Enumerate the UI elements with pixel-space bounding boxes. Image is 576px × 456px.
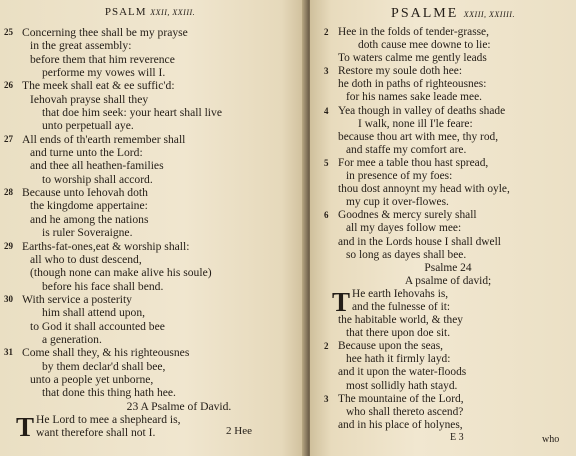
verse-text: All ends of th'earth remember shall <box>22 132 186 146</box>
left-verse-line <box>4 292 304 306</box>
verse-text: that done this thing hath hee. <box>42 386 176 400</box>
right-verse-line <box>324 340 558 353</box>
verse-text: thou dost annoynt my head with oyle, <box>338 183 510 196</box>
left-verse-line <box>22 426 304 439</box>
right-verse-line <box>324 65 558 78</box>
left-catchword: 2 Hee <box>226 425 252 437</box>
left-verse-line <box>22 226 304 239</box>
left-verse-line <box>22 373 304 386</box>
left-verse-lines <box>4 26 304 442</box>
verse-text: the habitable world, & they <box>338 314 463 327</box>
right-catchword: who <box>542 434 560 445</box>
verse-number: 31 <box>4 347 13 358</box>
verse-text: He Lord to mee a shepheard is, <box>36 412 181 426</box>
right-running-header <box>358 6 548 22</box>
right-verse-line <box>338 144 558 157</box>
right-verse-line <box>324 156 558 170</box>
verse-text: doth cause mee downe to lie: <box>358 39 491 52</box>
verse-text: he doth in paths of righteousnes: <box>338 78 487 91</box>
left-header-psalm-numbers: XXII, XXIII. <box>150 8 196 17</box>
left-verse-line <box>4 26 304 39</box>
right-verse-line <box>338 301 558 314</box>
left-verse-line <box>22 199 304 212</box>
verse-text: all who to dust descend, <box>30 252 142 266</box>
verse-text: I walk, none ill I'le feare: <box>358 117 473 130</box>
right-verse-line <box>338 78 558 91</box>
right-signature-mark: E 3 <box>450 432 464 443</box>
verse-number: 29 <box>4 240 13 251</box>
verse-text: in the great assembly: <box>30 39 132 53</box>
left-verse-line <box>22 39 304 52</box>
verse-number: 6 <box>324 210 329 221</box>
right-verse-line <box>338 366 558 379</box>
verse-text: Come shall they, & his righteousnes <box>22 346 190 360</box>
verse-text: Concerning thee shall be my prayse <box>22 26 188 39</box>
left-verse-line <box>22 93 304 106</box>
right-verse-line <box>324 392 558 406</box>
verse-number: 27 <box>4 133 13 144</box>
verse-text: Restore my soule doth hee: <box>338 65 463 78</box>
verse-text: With service a posterity <box>22 292 132 306</box>
left-verse-line <box>22 306 304 319</box>
left-verse-line <box>22 320 304 333</box>
left-verse-line <box>22 173 304 186</box>
verse-text: Because upon the seas, <box>338 340 444 353</box>
verse-number: 3 <box>324 393 329 404</box>
verse-text: He earth Iehovahs is, <box>352 287 449 300</box>
left-verse-line <box>22 280 304 293</box>
right-verse-line <box>338 327 558 340</box>
verse-text: want therefore shall not I. <box>36 426 156 440</box>
verse-number: 26 <box>4 80 13 91</box>
right-verse-line <box>338 222 558 235</box>
verse-text: The mountaine of the Lord, <box>338 392 464 405</box>
verse-number: 28 <box>4 187 13 198</box>
verse-text: Because unto Iehovah doth <box>22 186 148 200</box>
verse-text: and turne unto the Lord: <box>30 146 143 160</box>
verse-text: performe my vowes will I. <box>42 66 166 80</box>
right-verse-line <box>324 104 558 118</box>
verse-text: is ruler Soveraigne. <box>42 226 133 240</box>
verse-text: and it upon the water-floods <box>338 366 467 379</box>
verse-text: who shall thereto ascend? <box>346 405 464 418</box>
verse-text: a generation. <box>42 332 102 346</box>
right-verse-line <box>338 249 558 262</box>
left-verse-line <box>22 213 304 226</box>
right-page <box>310 0 576 456</box>
verse-text: 23 A Psalme of David. <box>126 399 232 413</box>
right-verse-line <box>338 196 558 209</box>
left-verse-line <box>22 146 304 159</box>
left-verse-line <box>22 159 304 172</box>
verse-text: before them that him reverence <box>30 52 175 66</box>
left-header-title: PSALM <box>104 6 147 18</box>
verse-text: and the fulnesse of it: <box>352 300 451 313</box>
verse-text: and staffe my comfort are. <box>346 143 467 156</box>
left-verse-line <box>22 333 304 346</box>
verse-text: most sollidly hath stayd. <box>346 379 458 392</box>
right-verse-line <box>324 26 558 39</box>
verse-text: and thee all heathen-families <box>30 159 164 173</box>
verse-text: (though none can make alive his soule) <box>30 266 212 280</box>
right-verse-line <box>338 262 558 275</box>
verse-text: my cup it over-flowes. <box>346 196 449 209</box>
verse-text: Iehovah prayse shall they <box>30 92 149 106</box>
right-verse-lines <box>324 26 558 432</box>
verse-text: to worship shall accord. <box>42 172 153 186</box>
verse-text: and he among the nations <box>30 212 149 226</box>
left-verse-line <box>22 266 304 279</box>
verse-text: and in his place of holynes, <box>338 418 463 431</box>
verse-text: by them declar'd shall bee, <box>42 359 166 373</box>
verse-text: unto perpetuall aye. <box>42 119 134 133</box>
right-verse-line <box>338 419 558 432</box>
verse-text: To waters calme me gently leads <box>338 52 487 65</box>
verse-number: 30 <box>4 293 13 304</box>
right-verse-line <box>338 52 558 65</box>
left-verse-line <box>22 106 304 119</box>
verse-text: all my dayes follow mee: <box>346 222 462 235</box>
verse-text: unto a people yet unborne, <box>30 372 154 386</box>
left-verse-line <box>22 360 304 373</box>
right-verse-line <box>338 170 558 183</box>
verse-number: 4 <box>324 105 329 116</box>
drop-cap-initial: T <box>16 411 35 442</box>
right-verse-line <box>338 118 558 131</box>
verse-text: Hee in the folds of tender-grasse, <box>338 26 489 38</box>
right-verse-line <box>338 353 558 366</box>
verse-text: For mee a table thou hast spread, <box>338 156 489 169</box>
drop-cap-initial: T <box>332 286 351 317</box>
verse-text: that doe him seek: your heart shall live <box>42 106 222 120</box>
right-verse-line <box>324 209 558 222</box>
verse-text: A psalme of david; <box>404 274 492 287</box>
verse-text: to God it shall accounted bee <box>30 319 165 333</box>
right-verse-line <box>338 91 558 104</box>
left-verse-line <box>4 186 304 200</box>
verse-number: 3 <box>324 66 329 77</box>
verse-text: him shall attend upon, <box>42 306 146 320</box>
right-verse-line <box>338 131 558 144</box>
verse-text: Yea though in valley of deaths shade <box>338 104 506 117</box>
left-verse-line <box>22 253 304 266</box>
right-verse-line <box>338 406 558 419</box>
right-verse-line <box>338 380 558 393</box>
left-verse-line <box>22 66 304 79</box>
verse-text: for his names sake leade mee. <box>346 91 482 104</box>
right-verse-line <box>338 275 558 288</box>
left-verse-line <box>22 53 304 66</box>
verse-number: 2 <box>324 341 329 352</box>
verse-text: and in the Lords house I shall dwell <box>338 235 501 248</box>
right-verse-line <box>338 183 558 196</box>
left-verse-line <box>22 386 304 399</box>
verse-number: 25 <box>4 27 13 37</box>
verse-number: 2 <box>324 27 329 37</box>
left-verse-line <box>4 79 304 93</box>
left-verse-line <box>4 346 304 360</box>
left-verse-line <box>4 132 304 146</box>
verse-text: Earths-fat-ones,eat & worship shall: <box>22 239 190 253</box>
right-header-psalm-numbers: XXIII, XXIIII. <box>463 10 515 19</box>
left-verse-line <box>22 400 304 413</box>
right-verse-line <box>338 236 558 249</box>
verse-text: in presence of my foes: <box>346 170 453 183</box>
verse-number: 5 <box>324 157 329 168</box>
right-verse-line <box>338 314 558 327</box>
left-verse-line <box>22 119 304 132</box>
right-header-title: PSALME <box>391 6 459 21</box>
verse-text: because thou art with mee, thy rod, <box>338 130 499 143</box>
verse-text: hee hath it firmly layd: <box>346 353 451 366</box>
verse-text: Psalme 24 <box>424 261 472 274</box>
verse-text: The meek shall eat & ee suffic'd: <box>22 79 175 93</box>
left-running-header <box>70 6 230 18</box>
verse-text: Goodnes & mercy surely shall <box>338 209 477 222</box>
left-verse-line <box>4 239 304 253</box>
verse-text: before his face shall bend. <box>42 279 164 293</box>
verse-text: the kingdome appertaine: <box>30 199 148 213</box>
verse-text: that there upon doe sit. <box>346 327 451 340</box>
verse-text: so long as dayes shall bee. <box>346 248 467 261</box>
right-verse-line <box>338 39 558 52</box>
